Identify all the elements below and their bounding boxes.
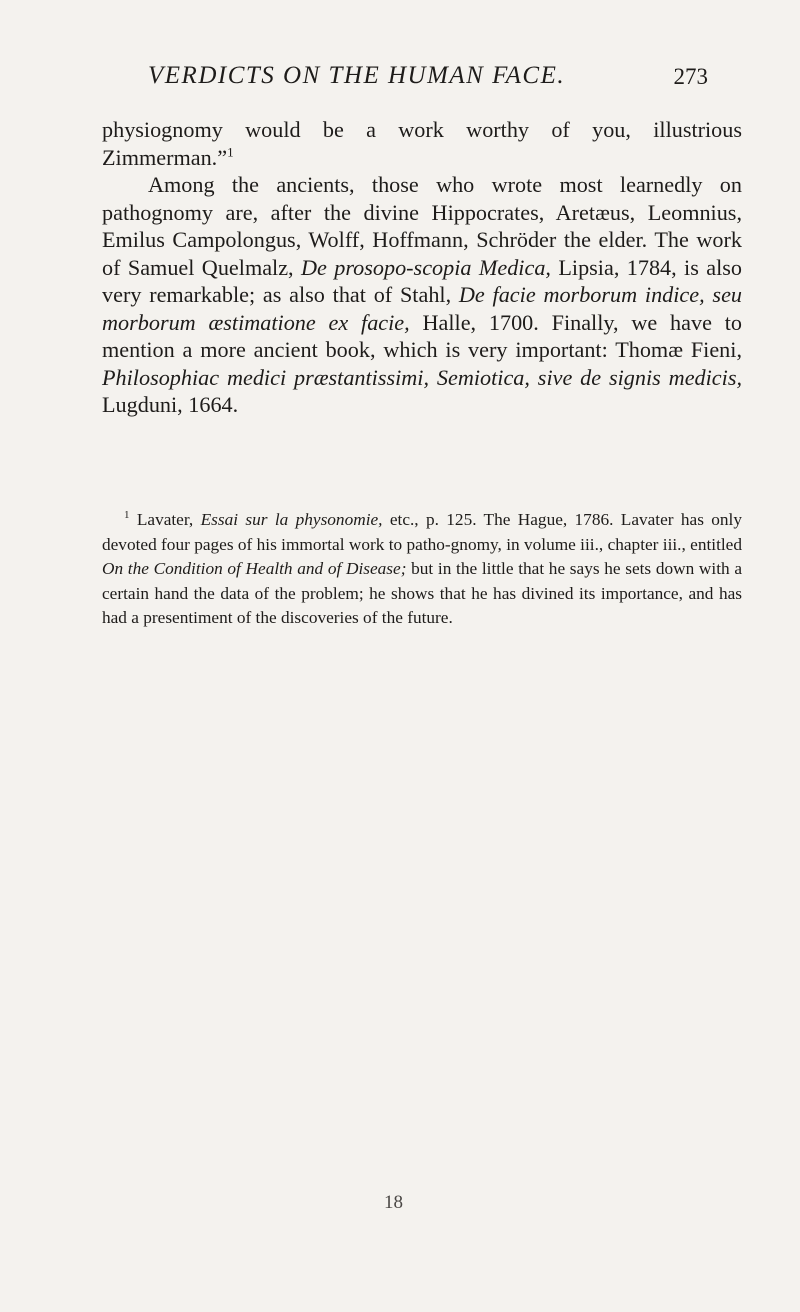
book-title-lavater: Essai sur la physonomie, — [200, 510, 383, 529]
paragraph-text: Among the ancients, those who wrote most learnedly on pathognomy are, after the divine Hippocrates, Aretæus, Leomnius, Emilus Campolongus, Wolff, Hoffmann, Schröder the elder. The work of Samuel Quelmalz, — [102, 172, 742, 280]
footnote — [102, 508, 742, 631]
book-title-quelmalz: De prosopo-scopia Medica, — [301, 254, 551, 280]
running-title: VERDICTS ON THE HUMAN FACE. — [148, 62, 566, 89]
page-number: 273 — [673, 64, 708, 89]
book-title-fieni: Philosophiac medici præstantissimi, Semiotica, sive de signis medicis, — [102, 364, 742, 390]
paragraph-continuation — [102, 116, 742, 171]
paragraph-text: Lugduni, 1664. — [102, 392, 239, 417]
footnote-text: Lavater, — [129, 510, 201, 529]
footnote-reference: 1 — [227, 144, 234, 160]
main-text — [102, 116, 742, 419]
footnote-text: but in the little that he says he sets down with a certain hand the data of the problem; he shows that he has divined its importance, and has had a presentiment of the discoveries of the future. — [102, 559, 743, 628]
footnotes — [102, 508, 742, 631]
footnote-marker: 1 — [124, 509, 130, 522]
paragraph-ancients — [102, 171, 742, 419]
signature-mark: 18 — [384, 1192, 403, 1213]
paragraph-text: physiognomy would be a work worthy of you, illustrious Zimmerman.” — [102, 117, 742, 170]
footnote-text: etc., p. 125. The Hague, 1786. Lavater has only devoted four pages of his immortal work to patho-gnomy, in volume iii., chapter iii., entitled — [102, 510, 742, 554]
book-title-stahl: De facie morborum indice, seu morborum æstimatione ex facie, — [102, 282, 743, 335]
paragraph-text: Lipsia, 1784, is also very remarkable; as also that of Stahl, — [102, 254, 742, 307]
paragraph-text: Halle, 1700. Finally, we have to mention a more ancient book, which is very important: Thomæ Fieni, — [102, 309, 742, 362]
chapter-title: On the Condition of Health and of Disease; — [102, 559, 407, 579]
running-head — [148, 62, 708, 98]
